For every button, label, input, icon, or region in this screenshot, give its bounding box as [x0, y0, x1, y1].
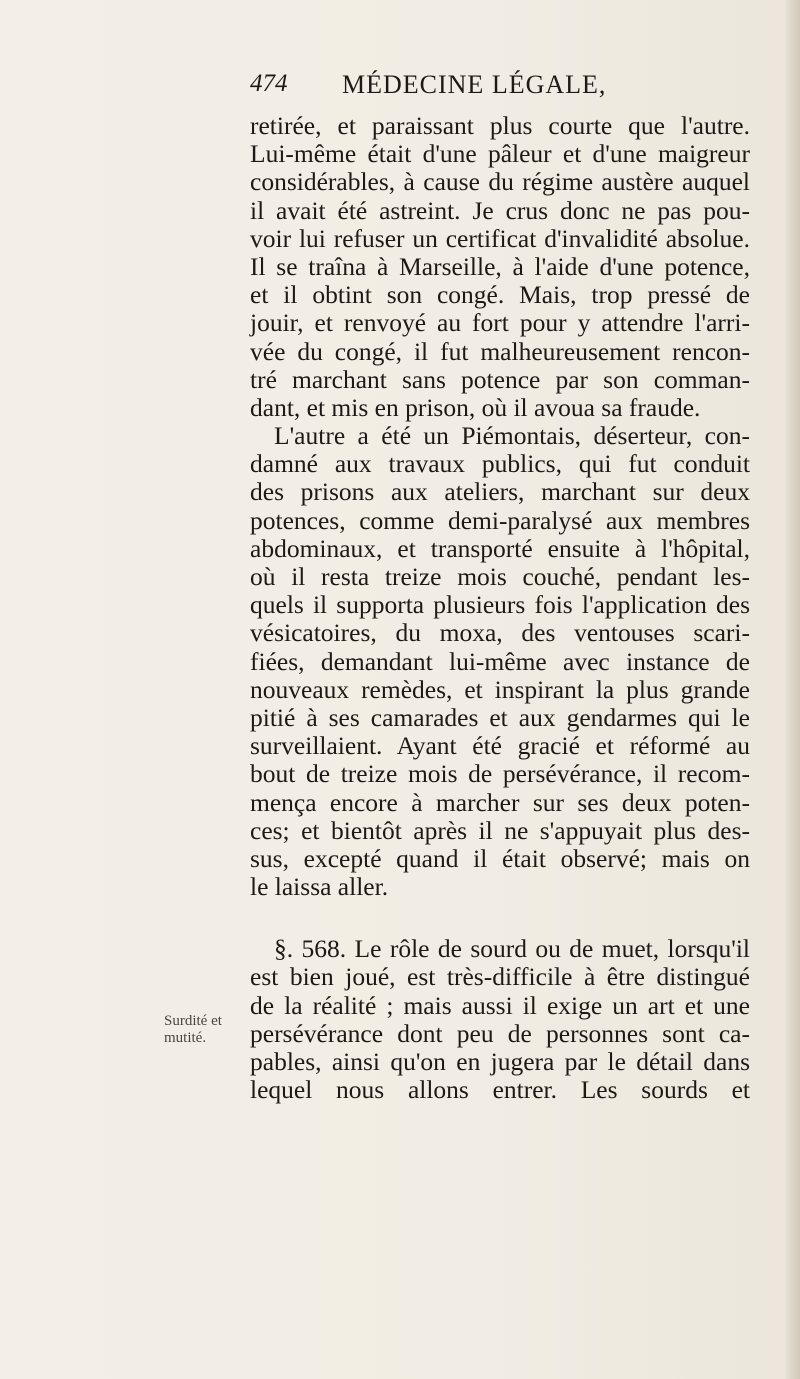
text-line: Il se traîna à Marseille, à l'aide d'une potence,: [250, 251, 750, 281]
text-line: pables, ainsi qu'on en jugera par le détail dans: [250, 1047, 750, 1076]
text-line: il avait été astreint. Je crus donc ne pas pou-: [250, 195, 750, 225]
text-line: tré marchant sans potence par son comman-: [250, 364, 750, 394]
margin-note-line: mutité.: [164, 1030, 207, 1046]
text-line: damné aux travaux publics, qui fut conduit: [250, 449, 750, 479]
margin-note-line: Surdité et: [164, 1013, 222, 1029]
page-header: [250, 70, 750, 104]
text-line: où il resta treize mois couché, pendant les-: [250, 562, 750, 591]
text-line: le laissa aller.: [250, 872, 389, 902]
text-line: nouveaux remèdes, et inspirant la plus grande: [250, 674, 750, 704]
margin-note: [164, 1013, 244, 1047]
text-line: bout de treize mois de persévérance, il recom-: [250, 759, 750, 789]
text-line: et il obtint son congé. Mais, trop pressé de: [250, 280, 750, 310]
text-line: est bien joué, est très-difficile à être distingué: [250, 962, 750, 992]
text-line: potences, comme demi-paralysé aux membres: [250, 505, 750, 535]
text-line: voir lui refuser un certificat d'invalidité absolue.: [250, 223, 750, 253]
text-line: fiées, demandant lui-même avec instance de: [250, 646, 750, 676]
text-line: sus, excepté quand il était observé; mais on: [250, 843, 750, 873]
text-line: lequel nous allons entrer. Les sourds et: [250, 1075, 750, 1105]
text-line: jouir, et renvoyé au fort pour y attendre l'arri-: [250, 308, 750, 338]
text-line: mença encore à marcher sur ses deux poten-: [250, 787, 750, 817]
text-line: persévérance dont peu de personnes sont ca-: [250, 1018, 750, 1048]
running-title: MÉDECINE LÉGALE,: [342, 70, 607, 99]
section-gap: [250, 901, 750, 935]
text-line: surveillaient. Ayant été gracié et réformé au: [250, 731, 750, 761]
text-line: des prisons aux ateliers, marchant sur deux: [250, 477, 750, 507]
text-line: dant, et mis en prison, où il avoua sa fraude.: [250, 392, 701, 422]
text-line: considérables, à cause du régime austère auquel: [250, 167, 750, 197]
text-line: ces; et bientôt après il ne s'appuyait plus des-: [250, 815, 750, 845]
text-line: retirée, et paraissant plus courte que l'autre.: [250, 111, 750, 140]
text-line: abdominaux, et transporté ensuite à l'hôpital,: [250, 533, 750, 563]
paragraph-1: [250, 112, 750, 422]
text-line: §. 568. Le rôle de sourd ou de muet, lorsqu'il: [274, 934, 750, 964]
paragraph-3: [250, 935, 750, 1104]
text-line: L'autre a été un Piémontais, déserteur, con-: [274, 421, 750, 451]
body-text: [250, 112, 750, 1104]
text-line: vée du congé, il fut malheureusement rencon-: [250, 336, 750, 366]
text-line: quels il supporta plusieurs fois l'application des: [250, 590, 750, 620]
text-line: de la réalité ; mais aussi il exige un art et une: [250, 990, 750, 1020]
text-line: vésicatoires, du moxa, des ventouses scari-: [250, 618, 750, 648]
text-line: pitié à ses camarades et aux gendarmes qui le: [250, 702, 750, 732]
paragraph-2: [250, 422, 750, 901]
page-edge: [786, 0, 800, 1379]
page-number: 474: [250, 70, 288, 97]
text-line: Lui-même était d'une pâleur et d'une maigreur: [250, 139, 750, 169]
